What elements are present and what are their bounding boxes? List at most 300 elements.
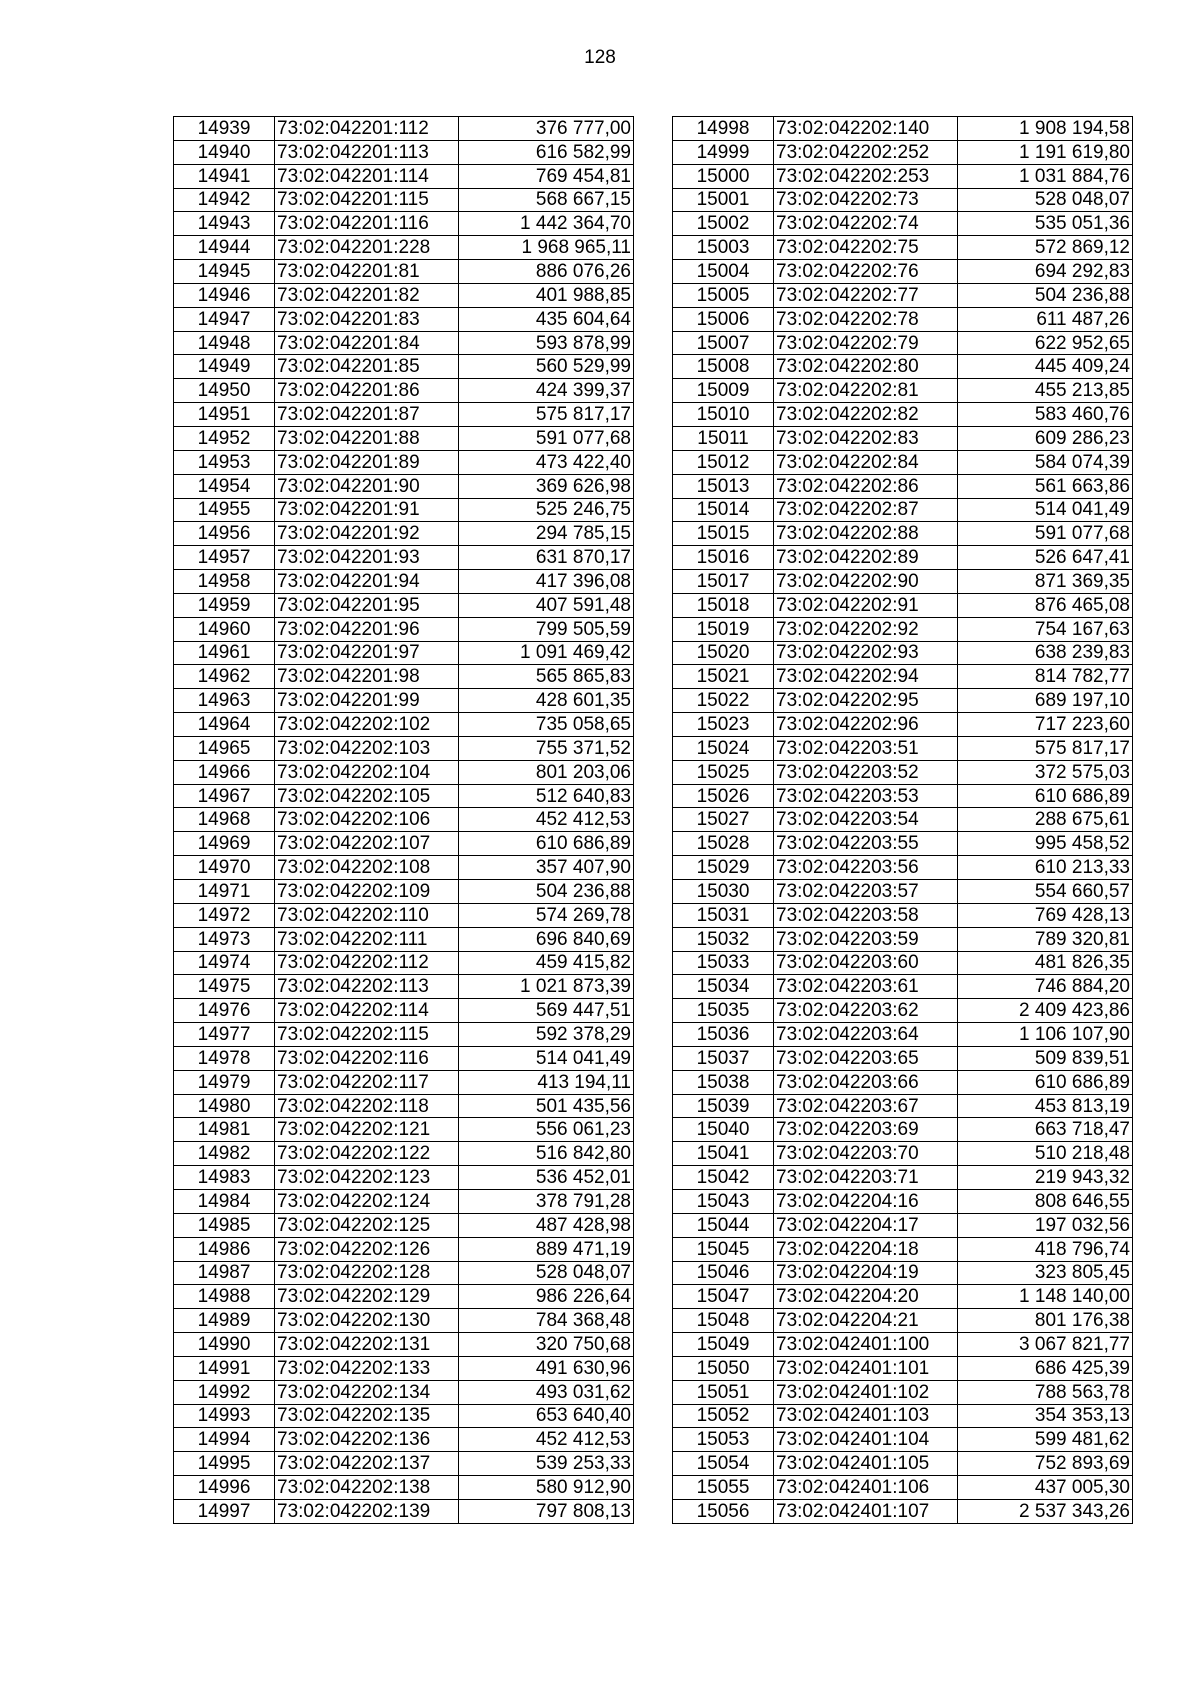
cadastral-number-cell: 73:02:042202:81 <box>774 379 958 403</box>
cadastral-number-cell: 73:02:042202:114 <box>275 999 459 1023</box>
row-number-cell: 15036 <box>673 1023 774 1047</box>
cadastral-number-cell: 73:02:042202:121 <box>275 1118 459 1142</box>
row-number-cell: 14989 <box>174 1309 275 1333</box>
cadastral-number-cell: 73:02:042202:79 <box>774 331 958 355</box>
row-number-cell: 14941 <box>174 164 275 188</box>
cadastral-number-cell: 73:02:042202:134 <box>275 1380 459 1404</box>
cadastral-value-cell: 487 428,98 <box>459 1213 634 1237</box>
row-number-cell: 15024 <box>673 736 774 760</box>
table-row <box>174 283 634 307</box>
table-row <box>673 713 1133 737</box>
table-row <box>673 880 1133 904</box>
cadastral-number-cell: 73:02:042202:80 <box>774 355 958 379</box>
table-row <box>174 522 634 546</box>
cadastral-value-cell: 889 471,19 <box>459 1237 634 1261</box>
cadastral-value-cell: 799 505,59 <box>459 617 634 641</box>
row-number-cell: 14950 <box>174 379 275 403</box>
cadastral-value-cell: 610 686,89 <box>459 832 634 856</box>
cadastral-number-cell: 73:02:042201:113 <box>275 140 459 164</box>
row-number-cell: 15056 <box>673 1499 774 1523</box>
cadastral-value-cell: 574 269,78 <box>459 903 634 927</box>
row-number-cell: 15021 <box>673 665 774 689</box>
table-row <box>673 1333 1133 1357</box>
cadastral-number-cell: 73:02:042203:61 <box>774 975 958 999</box>
cadastral-value-cell: 407 591,48 <box>459 593 634 617</box>
row-number-cell: 14972 <box>174 903 275 927</box>
table-row <box>174 355 634 379</box>
table-row <box>174 1166 634 1190</box>
row-number-cell: 14940 <box>174 140 275 164</box>
row-number-cell: 15041 <box>673 1142 774 1166</box>
row-number-cell: 14968 <box>174 808 275 832</box>
table-row <box>174 1380 634 1404</box>
cadastral-value-cell: 1 908 194,58 <box>958 117 1133 141</box>
cadastral-value-cell: 1 091 469,42 <box>459 641 634 665</box>
table-row <box>673 164 1133 188</box>
cadastral-number-cell: 73:02:042202:133 <box>275 1356 459 1380</box>
table-row <box>673 999 1133 1023</box>
cadastral-value-cell: 611 487,26 <box>958 307 1133 331</box>
table-row <box>673 1356 1133 1380</box>
table-row <box>174 903 634 927</box>
table-row <box>673 975 1133 999</box>
cadastral-number-cell: 73:02:042202:130 <box>275 1309 459 1333</box>
row-number-cell: 15003 <box>673 236 774 260</box>
cadastral-number-cell: 73:02:042203:71 <box>774 1166 958 1190</box>
cadastral-value-cell: 616 582,99 <box>459 140 634 164</box>
row-number-cell: 15040 <box>673 1118 774 1142</box>
cadastral-value-cell: 694 292,83 <box>958 260 1133 284</box>
cadastral-number-cell: 73:02:042202:90 <box>774 570 958 594</box>
table-row <box>673 307 1133 331</box>
cadastral-number-cell: 73:02:042201:98 <box>275 665 459 689</box>
cadastral-value-cell: 493 031,62 <box>459 1380 634 1404</box>
cadastral-number-cell: 73:02:042202:138 <box>275 1476 459 1500</box>
table-row <box>673 140 1133 164</box>
table-row <box>174 1189 634 1213</box>
cadastral-number-cell: 73:02:042202:125 <box>275 1213 459 1237</box>
cadastral-number-cell: 73:02:042203:66 <box>774 1070 958 1094</box>
row-number-cell: 15043 <box>673 1189 774 1213</box>
cadastral-number-cell: 73:02:042201:116 <box>275 212 459 236</box>
cadastral-number-cell: 73:02:042202:129 <box>275 1285 459 1309</box>
row-number-cell: 14959 <box>174 593 275 617</box>
table-row <box>174 426 634 450</box>
table-row <box>174 999 634 1023</box>
row-number-cell: 15042 <box>673 1166 774 1190</box>
table-row <box>673 1094 1133 1118</box>
cadastral-number-cell: 73:02:042202:87 <box>774 498 958 522</box>
cadastral-value-cell: 288 675,61 <box>958 808 1133 832</box>
row-number-cell: 14943 <box>174 212 275 236</box>
cadastral-value-cell: 814 782,77 <box>958 665 1133 689</box>
table-row <box>174 1356 634 1380</box>
cadastral-value-cell: 593 878,99 <box>459 331 634 355</box>
table-row <box>174 1070 634 1094</box>
table-row <box>174 975 634 999</box>
cadastral-value-cell: 575 817,17 <box>958 736 1133 760</box>
table-row <box>673 1309 1133 1333</box>
row-number-cell: 15052 <box>673 1404 774 1428</box>
table-row <box>673 1070 1133 1094</box>
cadastral-number-cell: 73:02:042201:84 <box>275 331 459 355</box>
row-number-cell: 14962 <box>174 665 275 689</box>
row-number-cell: 15011 <box>673 426 774 450</box>
row-number-cell: 15037 <box>673 1046 774 1070</box>
table-row <box>174 1237 634 1261</box>
row-number-cell: 15027 <box>673 808 774 832</box>
row-number-cell: 15047 <box>673 1285 774 1309</box>
table-row <box>673 331 1133 355</box>
cadastral-number-cell: 73:02:042202:252 <box>774 140 958 164</box>
table-row <box>174 832 634 856</box>
cadastral-number-cell: 73:02:042202:78 <box>774 307 958 331</box>
cadastral-number-cell: 73:02:042401:102 <box>774 1380 958 1404</box>
cadastral-value-cell: 481 826,35 <box>958 951 1133 975</box>
table-row <box>673 1261 1133 1285</box>
table-row <box>174 617 634 641</box>
row-number-cell: 15007 <box>673 331 774 355</box>
cadastral-value-cell: 599 481,62 <box>958 1428 1133 1452</box>
cadastral-value-cell: 769 428,13 <box>958 903 1133 927</box>
cadastral-value-cell: 435 604,64 <box>459 307 634 331</box>
row-number-cell: 15012 <box>673 450 774 474</box>
row-number-cell: 14986 <box>174 1237 275 1261</box>
cadastral-number-cell: 73:02:042202:91 <box>774 593 958 617</box>
row-number-cell: 15014 <box>673 498 774 522</box>
cadastral-number-cell: 73:02:042202:74 <box>774 212 958 236</box>
row-number-cell: 14948 <box>174 331 275 355</box>
cadastral-value-cell: 3 067 821,77 <box>958 1333 1133 1357</box>
cadastral-value-cell: 1 148 140,00 <box>958 1285 1133 1309</box>
cadastral-number-cell: 73:02:042202:86 <box>774 474 958 498</box>
row-number-cell: 14945 <box>174 260 275 284</box>
cadastral-number-cell: 73:02:042201:97 <box>275 641 459 665</box>
cadastral-value-cell: 437 005,30 <box>958 1476 1133 1500</box>
cadastral-value-cell: 428 601,35 <box>459 689 634 713</box>
cadastral-value-cell: 219 943,32 <box>958 1166 1133 1190</box>
cadastral-value-cell: 413 194,11 <box>459 1070 634 1094</box>
cadastral-value-cell: 528 048,07 <box>958 188 1133 212</box>
row-number-cell: 14976 <box>174 999 275 1023</box>
table-row <box>174 1333 634 1357</box>
table-row <box>673 1285 1133 1309</box>
row-number-cell: 15053 <box>673 1428 774 1452</box>
table-row <box>174 1476 634 1500</box>
cadastral-number-cell: 73:02:042202:103 <box>275 736 459 760</box>
cadastral-number-cell: 73:02:042202:108 <box>275 856 459 880</box>
cadastral-value-cell: 1 191 619,80 <box>958 140 1133 164</box>
table-row <box>673 1452 1133 1476</box>
table-row <box>673 951 1133 975</box>
cadastral-value-cell: 569 447,51 <box>459 999 634 1023</box>
cadastral-value-cell: 1 021 873,39 <box>459 975 634 999</box>
cadastral-number-cell: 73:02:042203:52 <box>774 760 958 784</box>
row-number-cell: 15046 <box>673 1261 774 1285</box>
cadastral-value-cell: 638 239,83 <box>958 641 1133 665</box>
table-row <box>673 641 1133 665</box>
table-row <box>174 498 634 522</box>
cadastral-value-cell: 696 840,69 <box>459 927 634 951</box>
table-row <box>174 1404 634 1428</box>
row-number-cell: 14966 <box>174 760 275 784</box>
table-row <box>673 593 1133 617</box>
cadastral-number-cell: 73:02:042202:112 <box>275 951 459 975</box>
row-number-cell: 14949 <box>174 355 275 379</box>
cadastral-number-cell: 73:02:042401:106 <box>774 1476 958 1500</box>
cadastral-number-cell: 73:02:042202:116 <box>275 1046 459 1070</box>
table-row <box>673 665 1133 689</box>
cadastral-number-cell: 73:02:042203:55 <box>774 832 958 856</box>
row-number-cell: 14985 <box>174 1213 275 1237</box>
cadastral-number-cell: 73:02:042203:57 <box>774 880 958 904</box>
cadastral-value-cell: 746 884,20 <box>958 975 1133 999</box>
table-row <box>673 426 1133 450</box>
cadastral-value-cell: 788 563,78 <box>958 1380 1133 1404</box>
cadastral-number-cell: 73:02:042201:96 <box>275 617 459 641</box>
cadastral-number-cell: 73:02:042203:65 <box>774 1046 958 1070</box>
cadastral-number-cell: 73:02:042202:118 <box>275 1094 459 1118</box>
table-row <box>673 689 1133 713</box>
cadastral-value-cell: 801 176,38 <box>958 1309 1133 1333</box>
cadastral-number-cell: 73:02:042201:86 <box>275 379 459 403</box>
row-number-cell: 15015 <box>673 522 774 546</box>
table-row <box>174 1309 634 1333</box>
cadastral-value-cell: 755 371,52 <box>459 736 634 760</box>
cadastral-number-cell: 73:02:042201:92 <box>275 522 459 546</box>
row-number-cell: 15039 <box>673 1094 774 1118</box>
cadastral-value-cell: 354 353,13 <box>958 1404 1133 1428</box>
cadastral-value-cell: 886 076,26 <box>459 260 634 284</box>
cadastral-value-cell: 320 750,68 <box>459 1333 634 1357</box>
table-row <box>174 736 634 760</box>
cadastral-value-cell: 504 236,88 <box>958 283 1133 307</box>
cadastral-value-cell: 512 640,83 <box>459 784 634 808</box>
cadastral-number-cell: 73:02:042202:104 <box>275 760 459 784</box>
cadastral-value-cell: 453 813,19 <box>958 1094 1133 1118</box>
cadastral-number-cell: 73:02:042204:21 <box>774 1309 958 1333</box>
table-row <box>673 1380 1133 1404</box>
table-row <box>174 1285 634 1309</box>
cadastral-number-cell: 73:02:042202:253 <box>774 164 958 188</box>
row-number-cell: 15054 <box>673 1452 774 1476</box>
cadastral-number-cell: 73:02:042202:84 <box>774 450 958 474</box>
row-number-cell: 14993 <box>174 1404 275 1428</box>
row-number-cell: 14969 <box>174 832 275 856</box>
row-number-cell: 14991 <box>174 1356 275 1380</box>
row-number-cell: 14983 <box>174 1166 275 1190</box>
cadastral-number-cell: 73:02:042204:20 <box>774 1285 958 1309</box>
table-row <box>174 140 634 164</box>
row-number-cell: 14942 <box>174 188 275 212</box>
row-number-cell: 15010 <box>673 403 774 427</box>
cadastral-value-cell: 561 663,86 <box>958 474 1133 498</box>
cadastral-number-cell: 73:02:042202:109 <box>275 880 459 904</box>
cadastral-number-cell: 73:02:042202:96 <box>774 713 958 737</box>
cadastral-number-cell: 73:02:042201:89 <box>275 450 459 474</box>
cadastral-value-cell: 631 870,17 <box>459 546 634 570</box>
cadastral-value-cell: 323 805,45 <box>958 1261 1133 1285</box>
cadastral-number-cell: 73:02:042202:76 <box>774 260 958 284</box>
cadastral-number-cell: 73:02:042202:106 <box>275 808 459 832</box>
table-row <box>673 1118 1133 1142</box>
cadastral-value-cell: 663 718,47 <box>958 1118 1133 1142</box>
table-row <box>673 522 1133 546</box>
row-number-cell: 14981 <box>174 1118 275 1142</box>
cadastral-value-cell: 357 407,90 <box>459 856 634 880</box>
cadastral-value-cell: 580 912,90 <box>459 1476 634 1500</box>
row-number-cell: 15044 <box>673 1213 774 1237</box>
table-row <box>174 760 634 784</box>
row-number-cell: 14944 <box>174 236 275 260</box>
table-row <box>673 736 1133 760</box>
cadastral-number-cell: 73:02:042401:103 <box>774 1404 958 1428</box>
cadastral-value-cell: 528 048,07 <box>459 1261 634 1285</box>
cadastral-value-cell: 610 213,33 <box>958 856 1133 880</box>
row-number-cell: 15033 <box>673 951 774 975</box>
cadastral-number-cell: 73:02:042201:112 <box>275 117 459 141</box>
table-row <box>174 951 634 975</box>
table-row <box>174 641 634 665</box>
row-number-cell: 14946 <box>174 283 275 307</box>
row-number-cell: 14963 <box>174 689 275 713</box>
table-row <box>174 188 634 212</box>
cadastral-number-cell: 73:02:042201:228 <box>275 236 459 260</box>
row-number-cell: 14992 <box>174 1380 275 1404</box>
cadastral-number-cell: 73:02:042202:105 <box>275 784 459 808</box>
cadastral-value-cell: 2 409 423,86 <box>958 999 1133 1023</box>
cadastral-number-cell: 73:02:042202:73 <box>774 188 958 212</box>
cadastral-number-cell: 73:02:042202:140 <box>774 117 958 141</box>
cadastral-number-cell: 73:02:042201:82 <box>275 283 459 307</box>
row-number-cell: 14980 <box>174 1094 275 1118</box>
table-row <box>673 617 1133 641</box>
row-number-cell: 15002 <box>673 212 774 236</box>
cadastral-number-cell: 73:02:042201:88 <box>275 426 459 450</box>
page-number: 128 <box>584 47 616 68</box>
table-row <box>174 474 634 498</box>
cadastral-number-cell: 73:02:042201:91 <box>275 498 459 522</box>
cadastral-number-cell: 73:02:042201:90 <box>275 474 459 498</box>
table-row <box>673 450 1133 474</box>
cadastral-number-cell: 73:02:042201:99 <box>275 689 459 713</box>
cadastral-number-cell: 73:02:042401:101 <box>774 1356 958 1380</box>
table-row <box>673 1499 1133 1523</box>
table-row <box>174 1428 634 1452</box>
row-number-cell: 15031 <box>673 903 774 927</box>
row-number-cell: 14954 <box>174 474 275 498</box>
cadastral-number-cell: 73:02:042203:67 <box>774 1094 958 1118</box>
cadastral-value-cell: 572 869,12 <box>958 236 1133 260</box>
cadastral-value-cell: 769 454,81 <box>459 164 634 188</box>
row-number-cell: 14999 <box>673 140 774 164</box>
row-number-cell: 14951 <box>174 403 275 427</box>
cadastral-value-cell: 1 442 364,70 <box>459 212 634 236</box>
cadastral-number-cell: 73:02:042202:77 <box>774 283 958 307</box>
row-number-cell: 14960 <box>174 617 275 641</box>
table-row <box>174 331 634 355</box>
cadastral-number-cell: 73:02:042202:124 <box>275 1189 459 1213</box>
table-row <box>174 1499 634 1523</box>
cadastral-value-cell: 752 893,69 <box>958 1452 1133 1476</box>
cadastral-number-cell: 73:02:042202:75 <box>774 236 958 260</box>
cadastral-number-cell: 73:02:042202:94 <box>774 665 958 689</box>
cadastral-number-cell: 73:02:042201:85 <box>275 355 459 379</box>
row-number-cell: 15032 <box>673 927 774 951</box>
table-row <box>673 212 1133 236</box>
cadastral-number-cell: 73:02:042203:56 <box>774 856 958 880</box>
cadastral-value-cell: 584 074,39 <box>958 450 1133 474</box>
table-row <box>174 164 634 188</box>
table-row <box>673 1166 1133 1190</box>
table-row <box>673 260 1133 284</box>
table-row <box>673 856 1133 880</box>
cadastral-value-cell: 2 537 343,26 <box>958 1499 1133 1523</box>
row-number-cell: 15028 <box>673 832 774 856</box>
table-row <box>174 1094 634 1118</box>
cadastral-number-cell: 73:02:042401:104 <box>774 1428 958 1452</box>
table-row <box>174 1452 634 1476</box>
table-row <box>673 379 1133 403</box>
row-number-cell: 14971 <box>174 880 275 904</box>
row-number-cell: 15018 <box>673 593 774 617</box>
cadastral-value-cell: 575 817,17 <box>459 403 634 427</box>
cadastral-value-cell: 516 842,80 <box>459 1142 634 1166</box>
cadastral-number-cell: 73:02:042203:69 <box>774 1118 958 1142</box>
cadastral-value-cell: 455 213,85 <box>958 379 1133 403</box>
row-number-cell: 15035 <box>673 999 774 1023</box>
cadastral-value-cell: 418 796,74 <box>958 1237 1133 1261</box>
cadastral-value-cell: 378 791,28 <box>459 1189 634 1213</box>
cadastral-value-cell: 514 041,49 <box>958 498 1133 522</box>
cadastral-value-cell: 995 458,52 <box>958 832 1133 856</box>
cadastral-number-cell: 73:02:042202:117 <box>275 1070 459 1094</box>
cadastral-number-cell: 73:02:042202:83 <box>774 426 958 450</box>
cadastral-number-cell: 73:02:042201:81 <box>275 260 459 284</box>
cadastral-value-cell: 473 422,40 <box>459 450 634 474</box>
row-number-cell: 15038 <box>673 1070 774 1094</box>
cadastral-table-right <box>672 116 1133 1524</box>
row-number-cell: 14961 <box>174 641 275 665</box>
cadastral-value-cell: 610 686,89 <box>958 1070 1133 1094</box>
cadastral-number-cell: 73:02:042201:95 <box>275 593 459 617</box>
row-number-cell: 14988 <box>174 1285 275 1309</box>
row-number-cell: 15000 <box>673 164 774 188</box>
row-number-cell: 15051 <box>673 1380 774 1404</box>
row-number-cell: 14964 <box>174 713 275 737</box>
table-row <box>174 1261 634 1285</box>
cadastral-number-cell: 73:02:042202:136 <box>275 1428 459 1452</box>
table-row <box>673 1428 1133 1452</box>
cadastral-value-cell: 653 640,40 <box>459 1404 634 1428</box>
row-number-cell: 15006 <box>673 307 774 331</box>
table-row <box>174 236 634 260</box>
table-row <box>673 188 1133 212</box>
table-row <box>673 1023 1133 1047</box>
cadastral-value-cell: 401 988,85 <box>459 283 634 307</box>
cadastral-value-cell: 510 218,48 <box>958 1142 1133 1166</box>
cadastral-value-cell: 754 167,63 <box>958 617 1133 641</box>
cadastral-value-cell: 525 246,75 <box>459 498 634 522</box>
row-number-cell: 14970 <box>174 856 275 880</box>
table-row <box>174 403 634 427</box>
table-row <box>174 1142 634 1166</box>
cadastral-number-cell: 73:02:042202:88 <box>774 522 958 546</box>
row-number-cell: 14973 <box>174 927 275 951</box>
cadastral-value-cell: 689 197,10 <box>958 689 1133 713</box>
table-row <box>174 570 634 594</box>
row-number-cell: 15055 <box>673 1476 774 1500</box>
